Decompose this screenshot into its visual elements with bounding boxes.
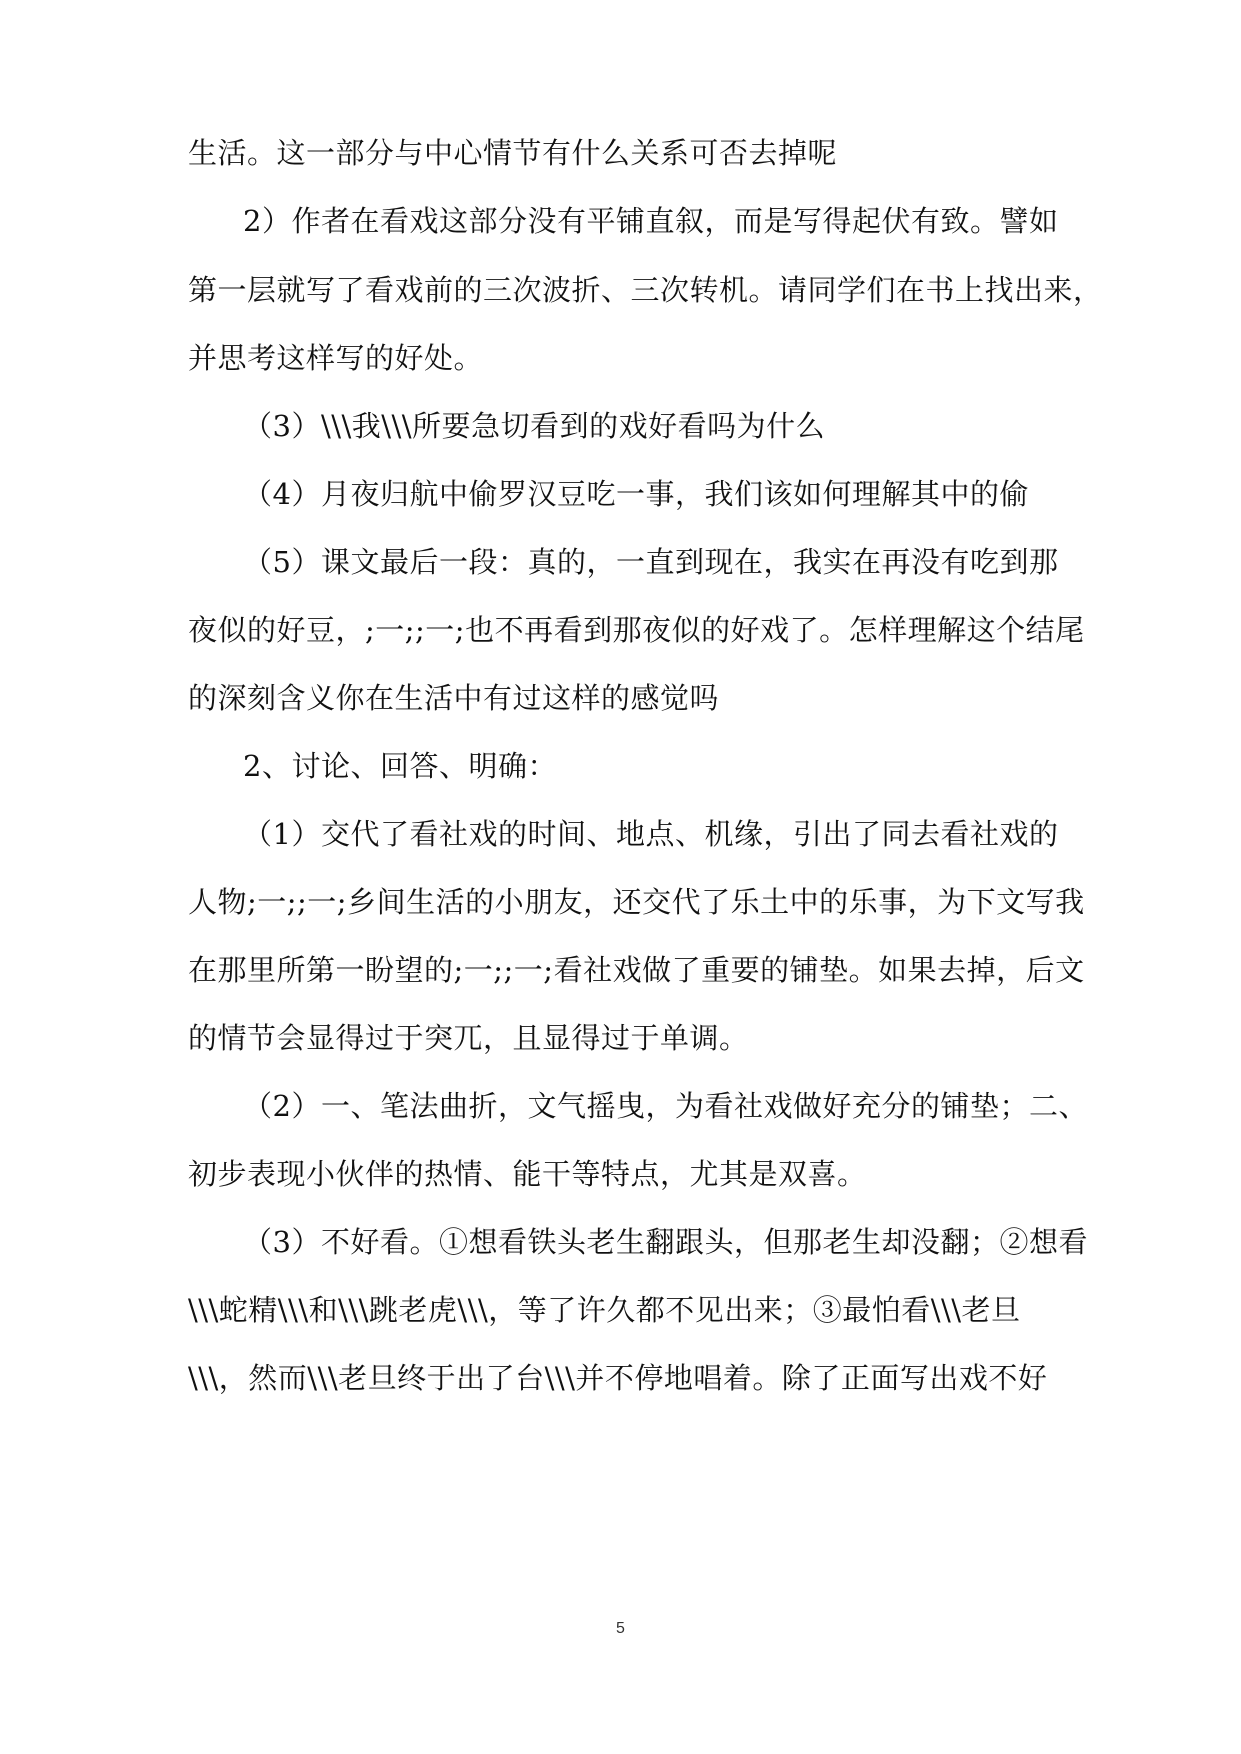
text-line: 人物;一;;一;乡间生活的小朋友，还交代了乐土中的乐事，为下文写我 — [188, 885, 1085, 919]
text-line: 在那里所第一盼望的;一;;一;看社戏做了重要的铺垫。如果去掉，后文 — [188, 953, 1085, 987]
text-line: 的深刻含义你在生活中有过这样的感觉吗 — [188, 681, 720, 715]
text-line: 2）作者在看戏这部分没有平铺直叙，而是写得起伏有致。譬如 — [243, 204, 1059, 238]
text-line: （1）交代了看社戏的时间、地点、机缘，引出了同去看社戏的 — [243, 817, 1059, 851]
text-line: （3）不好看。①想看铁头老生翻跟头，但那老生却没翻；②想看 — [243, 1225, 1088, 1259]
text-line: 并思考这样写的好处。 — [188, 341, 484, 375]
text-line: （5）课文最后一段：真的，一直到现在，我实在再没有吃到那 — [243, 545, 1059, 579]
text-line: \\\，然而\\\老旦终于出了台\\\并不停地唱着。除了正面写出戏不好 — [188, 1361, 1048, 1395]
text-line: （3）\\\我\\\所要急切看到的戏好看吗为什么 — [243, 409, 826, 443]
text-line: 的情节会显得过于突兀，且显得过于单调。 — [188, 1021, 749, 1055]
text-line: （2）一、笔法曲折，文气摇曳，为看社戏做好充分的铺垫；二、 — [243, 1089, 1088, 1123]
text-line: \\\蛇精\\\和\\\跳老虎\\\，等了许久都不见出来；③最怕看\\\老旦 — [188, 1293, 1021, 1327]
text-line: （4）月夜归航中偷罗汉豆吃一事，我们该如何理解其中的偷 — [243, 477, 1029, 511]
text-line: 初步表现小伙伴的热情、能干等特点，尤其是双喜。 — [188, 1157, 867, 1191]
text-line: 夜似的好豆，;一;;一;也不再看到那夜似的好戏了。怎样理解这个结尾 — [188, 613, 1085, 647]
text-line: 第一层就写了看戏前的三次波折、三次转机。请同学们在书上找出来， — [188, 273, 1103, 307]
page-number: 5 — [616, 1620, 625, 1637]
text-line: 2、讨论、回答、明确： — [243, 749, 557, 783]
text-line: 生活。这一部分与中心情节有什么关系可否去掉呢 — [188, 136, 838, 170]
